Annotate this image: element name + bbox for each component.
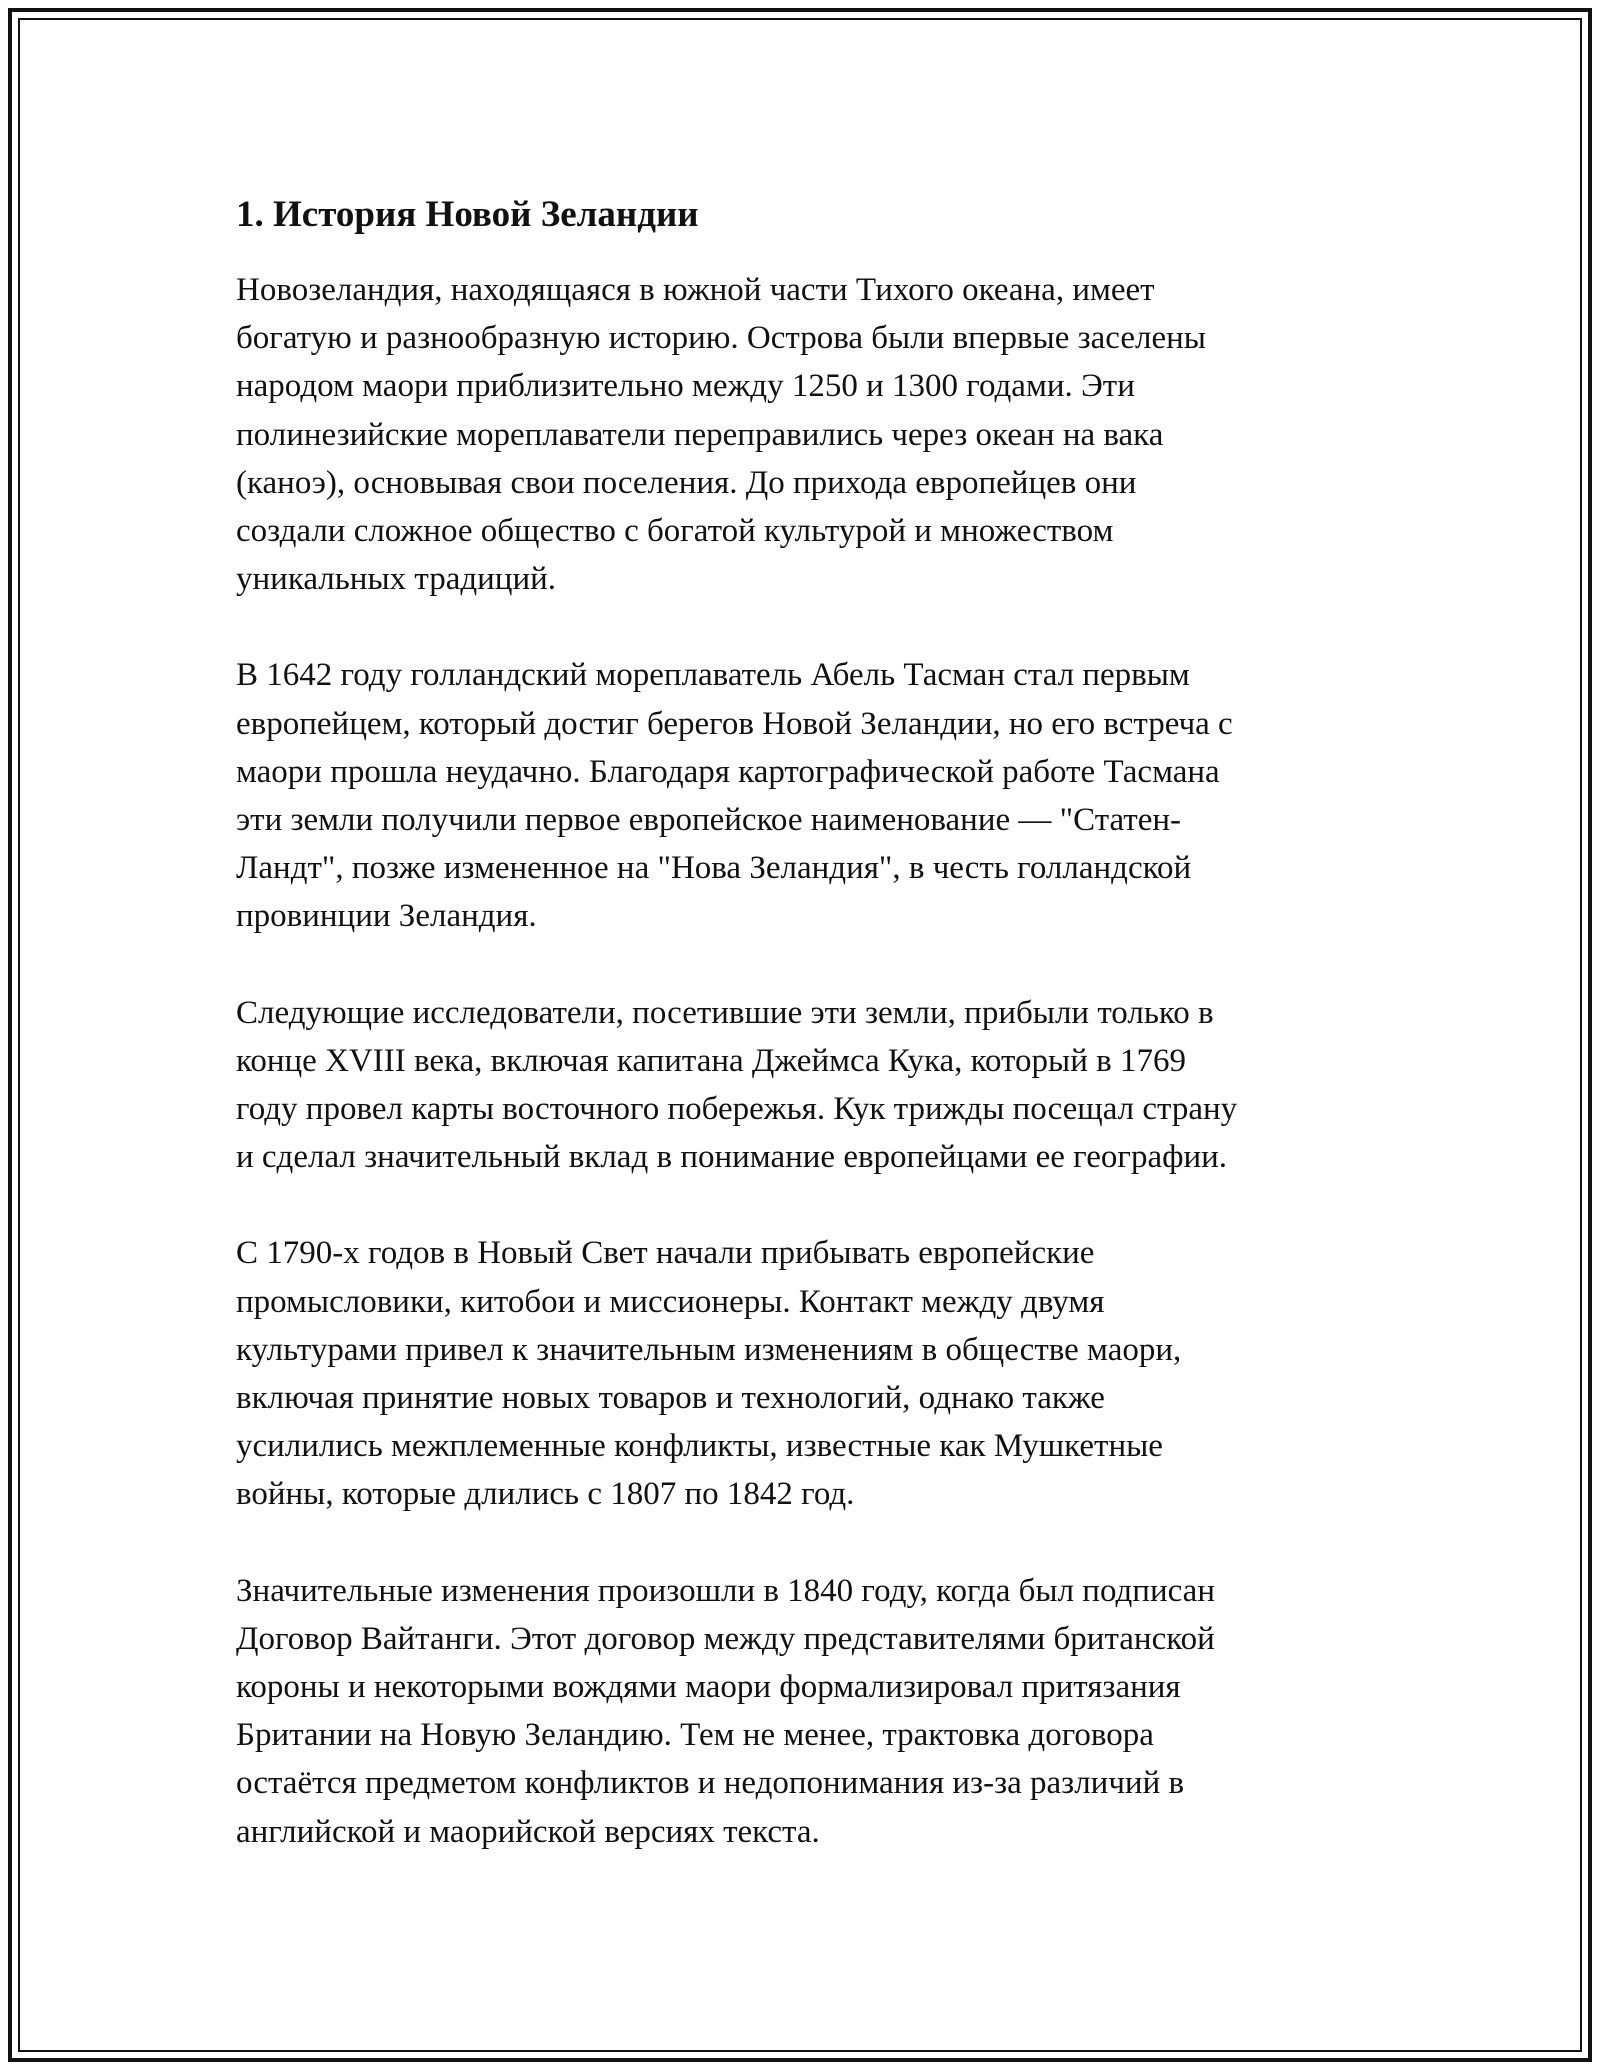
paragraph-line: эти земли получили первое европейское наименование — "Статен-	[236, 802, 1182, 839]
paragraph-line: полинезийские мореплаватели переправились через океан на вака	[236, 416, 1164, 453]
paragraph-line: европейцем, который достиг берегов Новой Зеландии, но его встреча с	[236, 705, 1233, 742]
paragraph-5	[236, 1567, 1366, 1856]
paragraph-3	[236, 989, 1366, 1182]
paragraph-line: короны и некоторыми вождями маори формализировал притязания	[236, 1669, 1181, 1706]
paragraph-line: В 1642 году голландский мореплаватель Абель Тасман стал первым	[236, 657, 1190, 694]
paragraph-line: Значительные изменения произошли в 1840 году, когда был подписан	[236, 1572, 1215, 1609]
paragraph-4	[236, 1229, 1366, 1518]
section-heading: 1. История Новой Зеландии	[236, 194, 699, 235]
paragraph-line: остаётся предметом конфликтов и недопонимания из-за различий в	[236, 1765, 1185, 1802]
document-body	[236, 186, 1366, 1904]
paragraph-line: Ландт", позже измененное на "Нова Зеландия", в честь голландской	[236, 850, 1192, 887]
paragraph-line: маори прошла неудачно. Благодаря картографической работе Тасмана	[236, 753, 1220, 790]
paragraph-line: провинции Зеландия.	[236, 898, 537, 935]
paragraph-line: народом маори приблизительно между 1250 и 1300 годами. Эти	[236, 368, 1135, 405]
paragraph-line: конце XVIII века, включая капитана Джеймса Кука, который в 1769	[236, 1042, 1186, 1079]
paragraph-line: промысловики, китобои и миссионеры. Контакт между двумя	[236, 1283, 1105, 1320]
paragraph-1	[236, 266, 1366, 603]
paragraph-line: Британии на Новую Зеландию. Тем не менее, трактовка договора	[236, 1717, 1154, 1754]
paragraph-line: английской и маорийской версиях текста.	[236, 1813, 820, 1850]
paragraph-2	[236, 651, 1366, 940]
paragraph-line: Новозеландия, находящаяся в южной части Тихого океана, имеет	[236, 272, 1155, 308]
paragraph-line: Следующие исследователи, посетившие эти земли, прибыли только в	[236, 994, 1214, 1031]
paragraph-line: С 1790-х годов в Новый Свет начали прибывать европейские	[236, 1235, 1095, 1272]
paragraph-line: создали сложное общество с богатой культурой и множеством	[236, 513, 1114, 550]
paragraph-list	[236, 266, 1366, 1856]
paragraph-line: усилились межплеменные конфликты, известные как Мушкетные	[236, 1428, 1163, 1465]
paragraph-line: и сделал значительный вклад в понимание европейцами ее географии.	[236, 1139, 1228, 1176]
paragraph-line: году провел карты восточного побережья. Кук трижды посещал страну	[236, 1091, 1238, 1128]
paragraph-line: культурами привел к значительным изменениям в обществе маори,	[236, 1331, 1182, 1368]
paragraph-line: (каноэ), основывая свои поселения. До прихода европейцев они	[236, 464, 1137, 501]
paragraph-line: включая принятие новых товаров и технологий, однако также	[236, 1380, 1105, 1417]
paragraph-line: уникальных традиций.	[236, 561, 557, 598]
paragraph-line: войны, которые длились с 1807 по 1842 год.	[236, 1476, 855, 1513]
paragraph-line: Договор Вайтанги. Этот договор между представителями британской	[236, 1620, 1215, 1657]
paragraph-line: богатую и разнообразную историю. Острова были впервые заселены	[236, 320, 1206, 357]
